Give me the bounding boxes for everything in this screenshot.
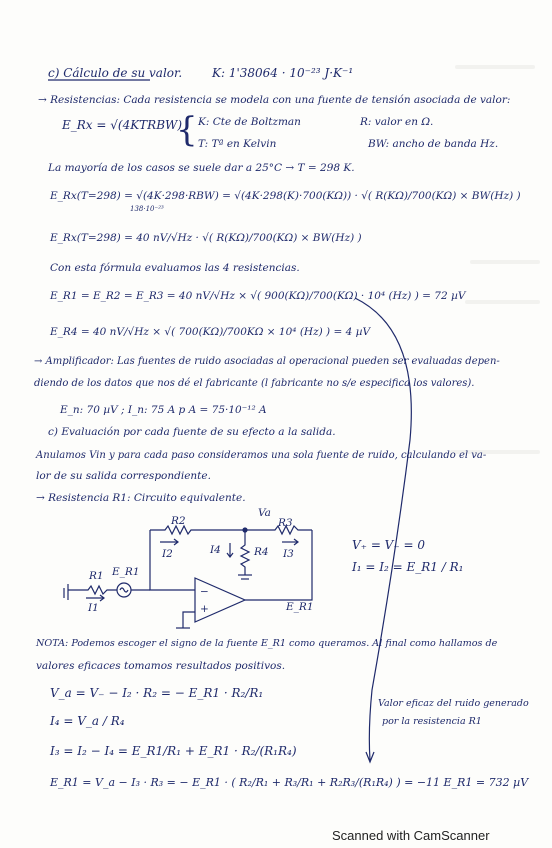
equation-line: E_R1 = E_R2 = E_R3 = 40 nV/√Hz × √( 900(KΩ)/700(KΩ) · 10⁴ (Hz) ) = 72 µV	[50, 290, 466, 302]
opamp-triangle	[195, 578, 245, 622]
text-line: c) Evaluación por cada fuente de su efecto a la salida.	[48, 426, 336, 438]
side-note: Valor eficaz del ruido generado	[378, 698, 529, 709]
label-en: E_R1	[112, 566, 140, 578]
equation-output: E_R1 = V_a − I₃ · R₃ = − E_R1 · ( R₂/R₁ + R₃/R₁ + R₂R₃/(R₁R₄) ) = −11 E_R1 = 732 µV	[50, 776, 529, 789]
text-line: Con esta fórmula evaluamos las 4 resistencias.	[50, 262, 300, 274]
section-heading: c) Cálculo de su valor.	[48, 66, 183, 80]
scanner-watermark: Scanned with CamScanner	[332, 828, 490, 843]
annotation-arrow	[355, 298, 411, 760]
amplifier-values: E_n: 70 µV ; I_n: 75 A p A = 75·10⁻¹² A	[60, 404, 267, 416]
resistor-r3	[245, 526, 312, 534]
side-note: por la resistencia R1	[382, 716, 482, 727]
equation-i3: I₃ = I₂ − I₄ = E_R1/R₁ + E_R1 · R₂/(R₁R₄)	[50, 744, 297, 758]
text-line: La mayoría de los casos se suele dar a 25°C → T = 298 K.	[48, 162, 355, 174]
note-line: valores eficaces tomamos resultados positivos.	[36, 660, 286, 672]
definition-k: K: Cte de Boltzman	[198, 116, 301, 128]
definition-t: T: Tª en Kelvin	[198, 138, 277, 150]
label-i2: I2	[162, 548, 173, 560]
definition-bw: BW: ancho de banda Hz.	[368, 138, 499, 150]
inverting-wire	[150, 530, 195, 590]
side-equation: I₁ = I₂ = E_R1 / R₁	[352, 560, 464, 574]
output-wire	[278, 530, 312, 600]
opamp-minus-label: −	[200, 586, 209, 598]
opamp-plus-label: +	[200, 603, 209, 615]
brace-symbol: {	[176, 110, 198, 150]
label-r4: R4	[254, 546, 269, 558]
label-i1: I1	[88, 602, 99, 614]
note-line: NOTA: Podemos escoger el signo de la fuente E_R1 como queramos. Al final como hallamos de	[36, 638, 498, 649]
equation-va: V_a = V₋ − I₂ · R₂ = − E_R1 · R₂/R₁	[50, 686, 264, 700]
text-line: Anulamos Vin y para cada paso consideramos una sola fuente de ruido, calculando el va-	[36, 450, 487, 461]
equation-line: E_Rx(T=298) = 40 nV/√Hz · √( R(KΩ)/700(KΩ) × BW(Hz) )	[50, 232, 362, 244]
label-va: Va	[258, 507, 271, 519]
label-output: E_R1	[286, 601, 314, 613]
text-line: lor de su salida correspondiente.	[36, 470, 211, 482]
text-line: → Resistencia R1: Circuito equivalente.	[36, 492, 246, 504]
text-line: diendo de los datos que nos dé el fabricante (l fabricante no s/e especifica los valores).	[34, 378, 475, 389]
label-i4: I4	[210, 544, 221, 556]
label-r3: R3	[278, 517, 293, 529]
label-r1: R1	[89, 570, 104, 582]
noise-formula: E_Rx = √(4KTRBW)	[62, 118, 183, 132]
resistor-r1	[68, 586, 117, 594]
equation-line: E_Rx(T=298) = √(4K·298·RBW) = √(4K·298(K)·700(KΩ)) · √( R(KΩ)/700(KΩ) × BW(Hz) )	[50, 190, 521, 202]
equation-subscript: 138·10⁻²³	[130, 205, 164, 213]
label-i3: I3	[283, 548, 294, 560]
label-r2: R2	[171, 515, 186, 527]
boltzmann-constant: K: 1'38064 · 10⁻²³ J·K⁻¹	[212, 66, 354, 80]
definition-r: R: valor en Ω.	[360, 116, 434, 128]
equation-line: E_R4 = 40 nV/√Hz × √( 700(KΩ)/700KΩ × 10⁴ (Hz) ) = 4 µV	[50, 326, 371, 338]
resistor-r2	[150, 526, 245, 534]
side-equation: V₊ = V₋ = 0	[352, 538, 426, 552]
equation-i4: I₄ = V_a / R₄	[50, 714, 125, 728]
text-line: → Resistencias: Cada resistencia se modela con una fuente de tensión asociada de valor:	[38, 94, 511, 106]
text-line: → Amplificador: Las fuentes de ruido asociadas al operacional pueden ser evaluadas depen-	[34, 356, 500, 367]
resistor-r4	[241, 530, 249, 575]
